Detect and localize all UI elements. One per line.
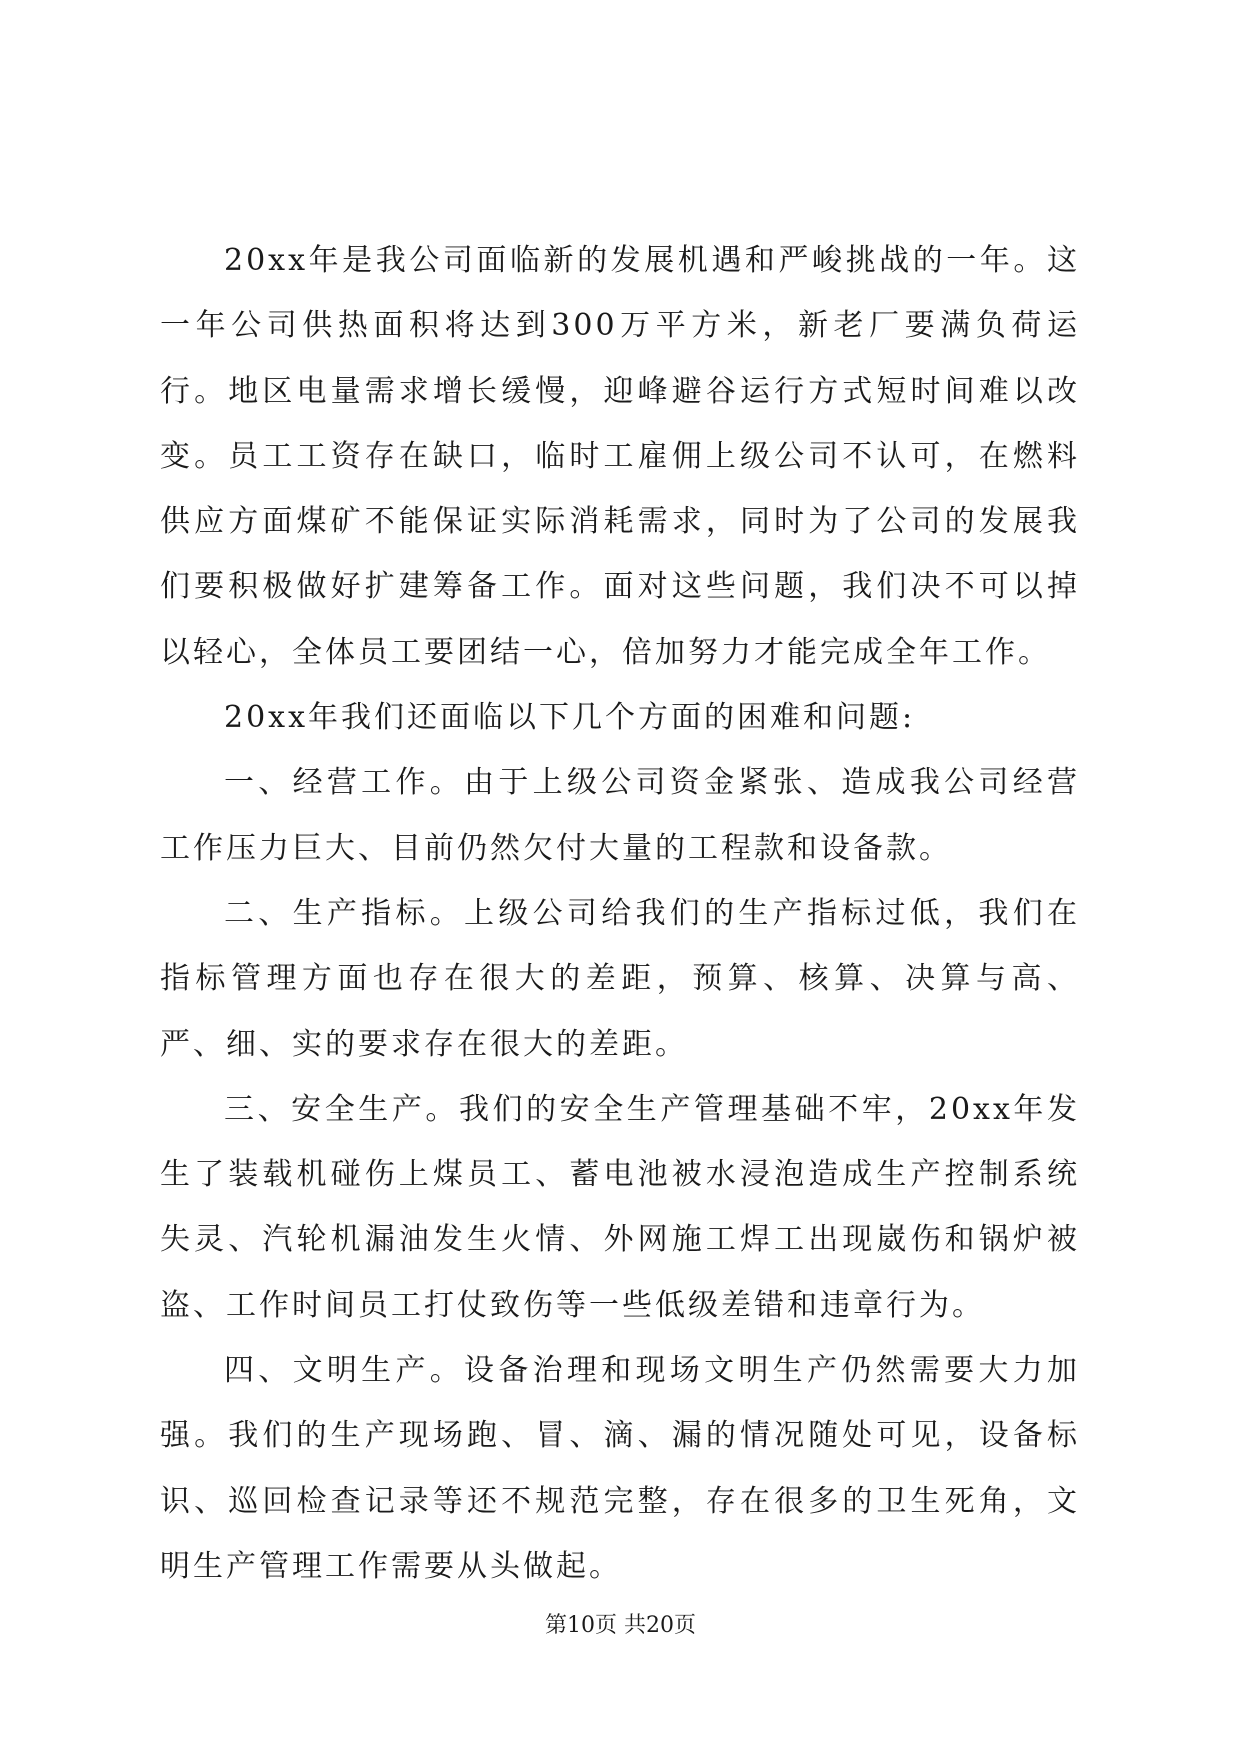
paragraph-operations: 一、经营工作。由于上级公司资金紧张、造成我公司经营工作压力巨大、目前仍然欠付大量的工程款和设备款。 bbox=[160, 765, 1080, 866]
paragraph-safety: 三、安全生产。我们的安全生产管理基础不牢，20xx年发生了装载机碰伤上煤员工、蓄电池被水浸泡造成生产控制系统失灵、汽轮机漏油发生火情、外网施工焊工出现崴伤和锅炉被盗、工作时间员工打仗致伤等一些低级差错和违章行为。 bbox=[160, 1091, 1080, 1323]
paragraph-problems-lead: 20xx年我们还面临以下几个方面的困难和问题: bbox=[224, 700, 916, 736]
document-body bbox=[160, 228, 1080, 1599]
paragraph-production-targets: 二、生产指标。上级公司给我们的生产指标过低，我们在指标管理方面也存在很大的差距，预算、核算、决算与高、严、细、实的要求存在很大的差距。 bbox=[160, 895, 1080, 1062]
paragraph-civilized-production: 四、文明生产。设备治理和现场文明生产仍然需要大力加强。我们的生产现场跑、冒、滴、漏的情况随处可见，设备标识、巡回检查记录等还不规范完整，存在很多的卫生死角，文明生产管理工作需要从头做起。 bbox=[160, 1353, 1080, 1584]
paragraph-intro: 20xx年是我公司面临新的发展机遇和严峻挑战的一年。这一年公司供热面积将达到300万平方米，新老厂要满负荷运行。地区电量需求增长缓慢，迎峰避谷运行方式短时间难以改变。员工工资存在缺口，临时工雇佣上级公司不认可，在燃料供应方面煤矿不能保证实际消耗需求，同时为了公司的发展我们要积极做好扩建筹备工作。面对这些问题，我们决不可以掉以轻心，全体员工要团结一心，倍加努力才能完成全年工作。 bbox=[160, 243, 1080, 670]
page-footer bbox=[0, 1608, 1241, 1639]
page-number: 第10页 共20页 bbox=[545, 1613, 696, 1638]
